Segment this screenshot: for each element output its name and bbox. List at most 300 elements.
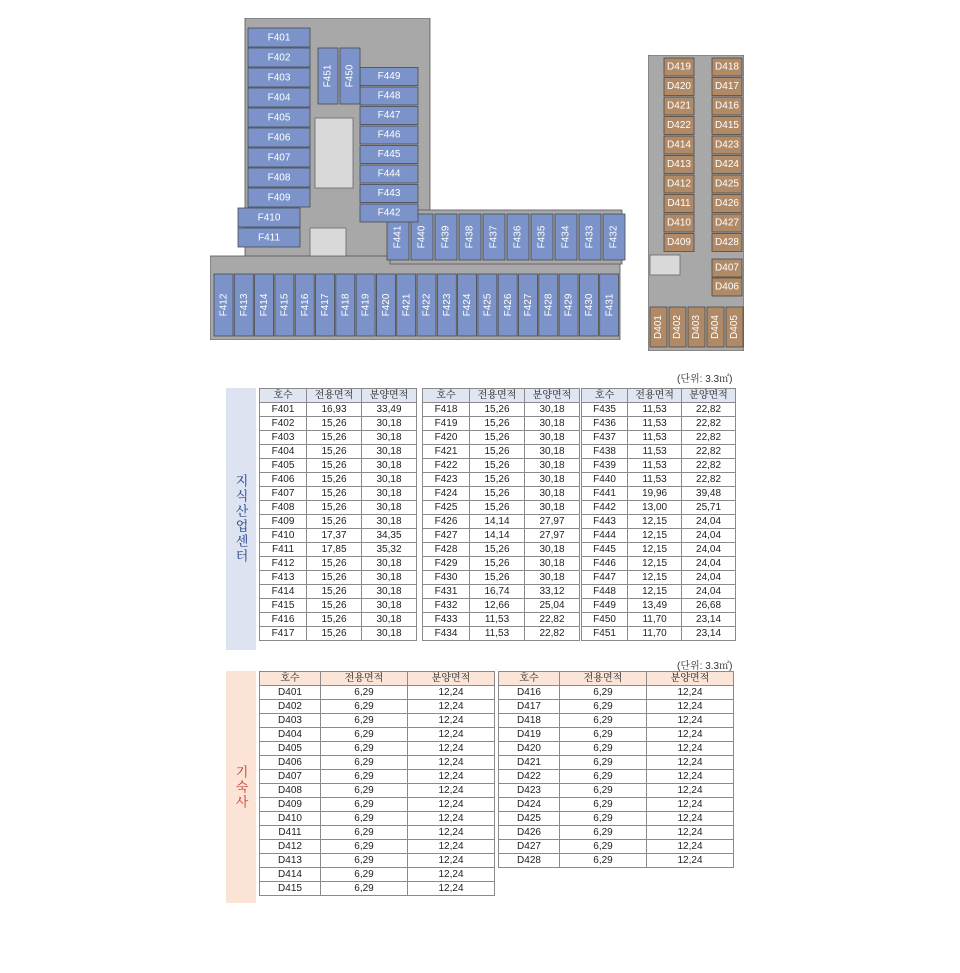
table-row — [260, 714, 495, 728]
unit-label: D422 — [667, 120, 691, 132]
sale-area-cell: 12,24 — [408, 840, 495, 854]
unit-number-cell: D412 — [260, 840, 321, 854]
column-header: 전용면적 — [560, 672, 647, 686]
unit-number-cell: D408 — [260, 784, 321, 798]
table-row — [582, 487, 736, 501]
exclusive-area-cell: 15,26 — [307, 431, 362, 445]
unit-label: F444 — [377, 168, 401, 180]
unit-label: F449 — [377, 71, 401, 83]
sale-area-cell: 12,24 — [647, 784, 734, 798]
sale-area-cell: 12,24 — [647, 728, 734, 742]
unit-number-cell: F432 — [423, 599, 470, 613]
unit-number-cell: D419 — [499, 728, 560, 742]
exclusive-area-cell: 11,53 — [628, 403, 682, 417]
sale-area-cell: 30,18 — [525, 557, 580, 571]
table-row — [260, 599, 417, 613]
unit-number-cell: F444 — [582, 529, 628, 543]
table-row — [423, 571, 580, 585]
unit-label: F421 — [401, 293, 413, 317]
unit-number-cell: F405 — [260, 459, 307, 473]
unit-label: D414 — [667, 139, 691, 151]
exclusive-area-cell: 6,29 — [321, 854, 408, 868]
knowledge-center-table-2 — [422, 388, 580, 641]
unit-label: F428 — [543, 293, 555, 317]
sale-area-cell: 30,18 — [525, 445, 580, 459]
sale-area-cell: 12,24 — [647, 686, 734, 700]
unit-number-cell: F423 — [423, 473, 470, 487]
exclusive-area-cell: 13,00 — [628, 501, 682, 515]
unit-label: F440 — [416, 225, 428, 249]
table-row — [423, 529, 580, 543]
unit-number-cell: D426 — [499, 826, 560, 840]
unit-label: F437 — [488, 225, 500, 249]
unit-number-cell: D414 — [260, 868, 321, 882]
exclusive-area-cell: 15,26 — [470, 403, 525, 417]
exclusive-area-cell: 12,15 — [628, 571, 682, 585]
exclusive-area-cell: 15,26 — [470, 473, 525, 487]
table-row — [499, 784, 734, 798]
sale-area-cell: 30,18 — [362, 599, 417, 613]
sale-area-cell: 30,18 — [362, 571, 417, 585]
sale-area-cell: 30,18 — [362, 627, 417, 641]
unit-number-cell: F417 — [260, 627, 307, 641]
sale-area-cell: 30,18 — [362, 487, 417, 501]
knowledge-center-table-3 — [581, 388, 736, 641]
sale-area-cell: 30,18 — [362, 501, 417, 515]
unit-label: F407 — [267, 152, 291, 164]
unit-number-cell: F439 — [582, 459, 628, 473]
sale-area-cell: 12,24 — [408, 854, 495, 868]
sale-area-cell: 12,24 — [647, 854, 734, 868]
sale-area-cell: 12,24 — [408, 826, 495, 840]
unit-label: D416 — [715, 100, 739, 112]
unit-label: D407 — [715, 262, 739, 274]
unit-number-cell: F449 — [582, 599, 628, 613]
table-row — [260, 501, 417, 515]
unit-number-cell: D405 — [260, 742, 321, 756]
sale-area-cell: 22,82 — [525, 613, 580, 627]
column-header: 분양면적 — [647, 672, 734, 686]
unit-number-cell: F427 — [423, 529, 470, 543]
sale-area-cell: 12,24 — [408, 868, 495, 882]
unit-label: F447 — [377, 110, 401, 122]
table-row — [423, 599, 580, 613]
unit-label: F422 — [421, 293, 433, 317]
exclusive-area-cell: 12,15 — [628, 557, 682, 571]
exclusive-area-cell: 6,29 — [560, 826, 647, 840]
unit-note-knowledge-center: (단위: 3.3㎡) — [677, 374, 733, 385]
sale-area-cell: 30,18 — [362, 557, 417, 571]
unit-label: D401 — [653, 315, 665, 339]
table-row — [260, 854, 495, 868]
exclusive-area-cell: 13,49 — [628, 599, 682, 613]
sale-area-cell: 30,18 — [362, 613, 417, 627]
table-row — [499, 714, 734, 728]
table-row — [423, 613, 580, 627]
unit-number-cell: F446 — [582, 557, 628, 571]
sale-area-cell: 26,68 — [682, 599, 736, 613]
sale-area-cell: 22,82 — [682, 403, 736, 417]
unit-number-cell: D428 — [499, 854, 560, 868]
unit-label: F420 — [381, 293, 393, 317]
sale-area-cell: 12,24 — [647, 840, 734, 854]
unit-label: D404 — [710, 315, 722, 339]
table-row — [499, 812, 734, 826]
exclusive-area-cell: 19,96 — [628, 487, 682, 501]
table-row — [260, 770, 495, 784]
unit-label: D428 — [715, 237, 739, 249]
exclusive-area-cell: 6,29 — [321, 826, 408, 840]
exclusive-area-cell: 6,29 — [321, 882, 408, 896]
sale-area-cell: 12,24 — [647, 742, 734, 756]
table-row — [499, 854, 734, 868]
exclusive-area-cell: 17,37 — [307, 529, 362, 543]
unit-label: D406 — [715, 281, 739, 293]
sale-area-cell: 22,82 — [682, 473, 736, 487]
table-row — [260, 459, 417, 473]
column-header: 분양면적 — [525, 389, 580, 403]
table-row — [499, 728, 734, 742]
table-row — [499, 798, 734, 812]
table-row — [582, 627, 736, 641]
exclusive-area-cell: 6,29 — [560, 812, 647, 826]
unit-label: F434 — [560, 225, 572, 249]
exclusive-area-cell: 6,29 — [560, 700, 647, 714]
unit-label: F431 — [604, 293, 616, 317]
unit-label: F425 — [482, 293, 494, 317]
unit-number-cell: F428 — [423, 543, 470, 557]
unit-number-cell: D401 — [260, 686, 321, 700]
unit-number-cell: F438 — [582, 445, 628, 459]
table-row — [260, 798, 495, 812]
unit-label: D402 — [672, 315, 684, 339]
table-header-row — [260, 672, 495, 686]
unit-label: D411 — [667, 198, 691, 210]
unit-label: F423 — [441, 293, 453, 317]
sale-area-cell: 12,24 — [408, 882, 495, 896]
knowledge-center-table-1 — [259, 388, 417, 641]
sale-area-cell: 35,32 — [362, 543, 417, 557]
sale-area-cell: 30,18 — [362, 585, 417, 599]
knowledge-center-floor-plan — [210, 18, 630, 340]
exclusive-area-cell: 11,53 — [470, 613, 525, 627]
table-row — [260, 756, 495, 770]
exclusive-area-cell: 11,53 — [628, 417, 682, 431]
unit-label: F450 — [344, 64, 356, 88]
sale-area-cell: 12,24 — [647, 756, 734, 770]
table-row — [499, 742, 734, 756]
unit-number-cell: F436 — [582, 417, 628, 431]
unit-label: F424 — [462, 293, 474, 317]
column-header: 전용면적 — [628, 389, 682, 403]
exclusive-area-cell: 15,26 — [307, 459, 362, 473]
unit-number-cell: D423 — [499, 784, 560, 798]
unit-number-cell: F422 — [423, 459, 470, 473]
unit-number-cell: F425 — [423, 501, 470, 515]
sale-area-cell: 30,18 — [362, 445, 417, 459]
unit-label: D405 — [729, 315, 741, 339]
unit-number-cell: F408 — [260, 501, 307, 515]
exclusive-area-cell: 12,15 — [628, 515, 682, 529]
unit-number-cell: D422 — [499, 770, 560, 784]
unit-label: F404 — [267, 92, 291, 104]
unit-number-cell: F412 — [260, 557, 307, 571]
sale-area-cell: 12,24 — [647, 798, 734, 812]
exclusive-area-cell: 6,29 — [560, 714, 647, 728]
table-row — [582, 571, 736, 585]
unit-label: F415 — [279, 293, 291, 317]
exclusive-area-cell: 15,26 — [470, 571, 525, 585]
sale-area-cell: 34,35 — [362, 529, 417, 543]
exclusive-area-cell: 14,14 — [470, 515, 525, 529]
exclusive-area-cell: 15,26 — [307, 613, 362, 627]
dormitory-label: 기숙사 — [226, 671, 256, 903]
unit-label: F435 — [536, 225, 548, 249]
sale-area-cell: 30,18 — [525, 501, 580, 515]
table-row — [423, 585, 580, 599]
table-row — [582, 585, 736, 599]
sale-area-cell: 12,24 — [408, 728, 495, 742]
exclusive-area-cell: 15,26 — [470, 487, 525, 501]
unit-number-cell: D416 — [499, 686, 560, 700]
table-header-row — [499, 672, 734, 686]
sale-area-cell: 12,24 — [647, 714, 734, 728]
unit-number-cell: F437 — [582, 431, 628, 445]
table-row — [582, 613, 736, 627]
table-row — [582, 459, 736, 473]
unit-number-cell: F447 — [582, 571, 628, 585]
table-row — [260, 868, 495, 882]
sale-area-cell: 24,04 — [682, 543, 736, 557]
unit-number-cell: F430 — [423, 571, 470, 585]
unit-label: D420 — [667, 81, 691, 93]
unit-number-cell: F409 — [260, 515, 307, 529]
table-row — [582, 515, 736, 529]
unit-number-cell: F429 — [423, 557, 470, 571]
unit-number-cell: D409 — [260, 798, 321, 812]
unit-label: F417 — [320, 293, 332, 317]
exclusive-area-cell: 6,29 — [321, 756, 408, 770]
unit-label: D413 — [667, 159, 691, 171]
column-header: 분양면적 — [362, 389, 417, 403]
unit-label: F419 — [360, 293, 372, 317]
unit-label: D421 — [667, 100, 691, 112]
column-header: 분양면적 — [682, 389, 736, 403]
exclusive-area-cell: 15,26 — [307, 445, 362, 459]
unit-number-cell: D403 — [260, 714, 321, 728]
sale-area-cell: 12,24 — [408, 686, 495, 700]
unit-label: D426 — [715, 198, 739, 210]
sale-area-cell: 23,14 — [682, 613, 736, 627]
sale-area-cell: 22,82 — [682, 431, 736, 445]
unit-label: F414 — [259, 293, 271, 317]
sale-area-cell: 22,82 — [682, 417, 736, 431]
unit-number-cell: F410 — [260, 529, 307, 543]
unit-number-cell: F415 — [260, 599, 307, 613]
exclusive-area-cell: 11,53 — [628, 445, 682, 459]
table-row — [423, 557, 580, 571]
table-row — [260, 403, 417, 417]
exclusive-area-cell: 15,26 — [470, 431, 525, 445]
unit-label: D410 — [667, 217, 691, 229]
table-row — [499, 756, 734, 770]
exclusive-area-cell: 15,26 — [307, 501, 362, 515]
unit-number-cell: F416 — [260, 613, 307, 627]
sale-area-cell: 24,04 — [682, 529, 736, 543]
column-header: 전용면적 — [321, 672, 408, 686]
table-row — [260, 840, 495, 854]
unit-number-cell: F434 — [423, 627, 470, 641]
sale-area-cell: 24,04 — [682, 571, 736, 585]
unit-number-cell: F411 — [260, 543, 307, 557]
exclusive-area-cell: 15,26 — [470, 501, 525, 515]
exclusive-area-cell: 6,29 — [560, 798, 647, 812]
table-row — [582, 445, 736, 459]
unit-number-cell: F414 — [260, 585, 307, 599]
sale-area-cell: 12,24 — [647, 770, 734, 784]
exclusive-area-cell: 15,26 — [470, 543, 525, 557]
exclusive-area-cell: 11,70 — [628, 613, 682, 627]
exclusive-area-cell: 6,29 — [321, 840, 408, 854]
unit-number-cell: D421 — [499, 756, 560, 770]
exclusive-area-cell: 6,29 — [321, 714, 408, 728]
sale-area-cell: 12,24 — [647, 700, 734, 714]
exclusive-area-cell: 12,15 — [628, 529, 682, 543]
table-row — [260, 487, 417, 501]
unit-number-cell: F402 — [260, 417, 307, 431]
unit-label: F451 — [322, 64, 334, 88]
exclusive-area-cell: 15,26 — [470, 557, 525, 571]
column-header: 호수 — [582, 389, 628, 403]
table-row — [260, 571, 417, 585]
unit-label: F445 — [377, 149, 401, 161]
exclusive-area-cell: 15,26 — [307, 515, 362, 529]
unit-label: F446 — [377, 129, 401, 141]
exclusive-area-cell: 6,29 — [560, 784, 647, 798]
unit-number-cell: D407 — [260, 770, 321, 784]
table-row — [582, 557, 736, 571]
unit-label: D418 — [715, 61, 739, 73]
sale-area-cell: 39,48 — [682, 487, 736, 501]
exclusive-area-cell: 15,26 — [307, 557, 362, 571]
unit-number-cell: D402 — [260, 700, 321, 714]
table-row — [582, 501, 736, 515]
table-row — [423, 543, 580, 557]
exclusive-area-cell: 6,29 — [560, 840, 647, 854]
unit-label: F427 — [523, 293, 535, 317]
sale-area-cell: 30,18 — [525, 431, 580, 445]
table-header-row — [582, 389, 736, 403]
table-row — [423, 515, 580, 529]
exclusive-area-cell: 6,29 — [321, 686, 408, 700]
exclusive-area-cell: 15,26 — [470, 417, 525, 431]
sale-area-cell: 12,24 — [408, 812, 495, 826]
unit-number-cell: F433 — [423, 613, 470, 627]
column-header: 전용면적 — [307, 389, 362, 403]
table-row — [582, 543, 736, 557]
sale-area-cell: 12,24 — [408, 742, 495, 756]
table-row — [260, 445, 417, 459]
table-row — [260, 417, 417, 431]
unit-label: F405 — [267, 112, 291, 124]
sale-area-cell: 12,24 — [408, 700, 495, 714]
exclusive-area-cell: 12,15 — [628, 543, 682, 557]
sale-area-cell: 12,24 — [408, 798, 495, 812]
sale-area-cell: 24,04 — [682, 585, 736, 599]
dormitory-table-1 — [259, 671, 495, 896]
sale-area-cell: 30,18 — [525, 473, 580, 487]
sale-area-cell: 30,18 — [525, 543, 580, 557]
sale-area-cell: 27,97 — [525, 529, 580, 543]
table-row — [260, 431, 417, 445]
unit-label: F432 — [608, 225, 620, 249]
exclusive-area-cell: 12,66 — [470, 599, 525, 613]
exclusive-area-cell: 6,29 — [321, 742, 408, 756]
exclusive-area-cell: 15,26 — [307, 487, 362, 501]
knowledge-center-label: 지식산업센터 — [226, 388, 256, 650]
unit-label: F429 — [563, 293, 575, 317]
exclusive-area-cell: 6,29 — [560, 728, 647, 742]
unit-number-cell: F443 — [582, 515, 628, 529]
sale-area-cell: 30,18 — [525, 459, 580, 473]
table-row — [499, 686, 734, 700]
table-row — [260, 784, 495, 798]
unit-note-dormitory: (단위: 3.3㎡) — [677, 661, 733, 672]
unit-label: F408 — [267, 172, 291, 184]
table-row — [260, 627, 417, 641]
sale-area-cell: 30,18 — [362, 473, 417, 487]
dormitory-section — [226, 671, 736, 903]
exclusive-area-cell: 11,53 — [628, 459, 682, 473]
dormitory-table-2 — [498, 671, 734, 868]
exclusive-area-cell: 6,29 — [560, 742, 647, 756]
column-header: 호수 — [423, 389, 470, 403]
unit-number-cell: D420 — [499, 742, 560, 756]
exclusive-area-cell: 15,26 — [307, 599, 362, 613]
unit-number-cell: F419 — [423, 417, 470, 431]
unit-label: D409 — [667, 237, 691, 249]
unit-number-cell: F442 — [582, 501, 628, 515]
unit-number-cell: F404 — [260, 445, 307, 459]
sale-area-cell: 22,82 — [525, 627, 580, 641]
unit-number-cell: F403 — [260, 431, 307, 445]
table-row — [423, 417, 580, 431]
unit-number-cell: D417 — [499, 700, 560, 714]
unit-label: F413 — [238, 293, 250, 317]
unit-number-cell: F421 — [423, 445, 470, 459]
table-row — [499, 770, 734, 784]
unit-label: F441 — [392, 225, 404, 249]
table-row — [423, 459, 580, 473]
sale-area-cell: 23,14 — [682, 627, 736, 641]
unit-label: F403 — [267, 72, 291, 84]
unit-label: F402 — [267, 52, 291, 64]
sale-area-cell: 22,82 — [682, 459, 736, 473]
sale-area-cell: 12,24 — [647, 826, 734, 840]
unit-number-cell: D415 — [260, 882, 321, 896]
unit-number-cell: D425 — [499, 812, 560, 826]
unit-label: F418 — [340, 293, 352, 317]
sale-area-cell: 30,18 — [362, 417, 417, 431]
sale-area-cell: 27,97 — [525, 515, 580, 529]
unit-number-cell: D427 — [499, 840, 560, 854]
unit-label: D417 — [715, 81, 739, 93]
column-header: 분양면적 — [408, 672, 495, 686]
table-row — [423, 627, 580, 641]
table-row — [423, 445, 580, 459]
exclusive-area-cell: 15,26 — [307, 585, 362, 599]
table-row — [260, 529, 417, 543]
